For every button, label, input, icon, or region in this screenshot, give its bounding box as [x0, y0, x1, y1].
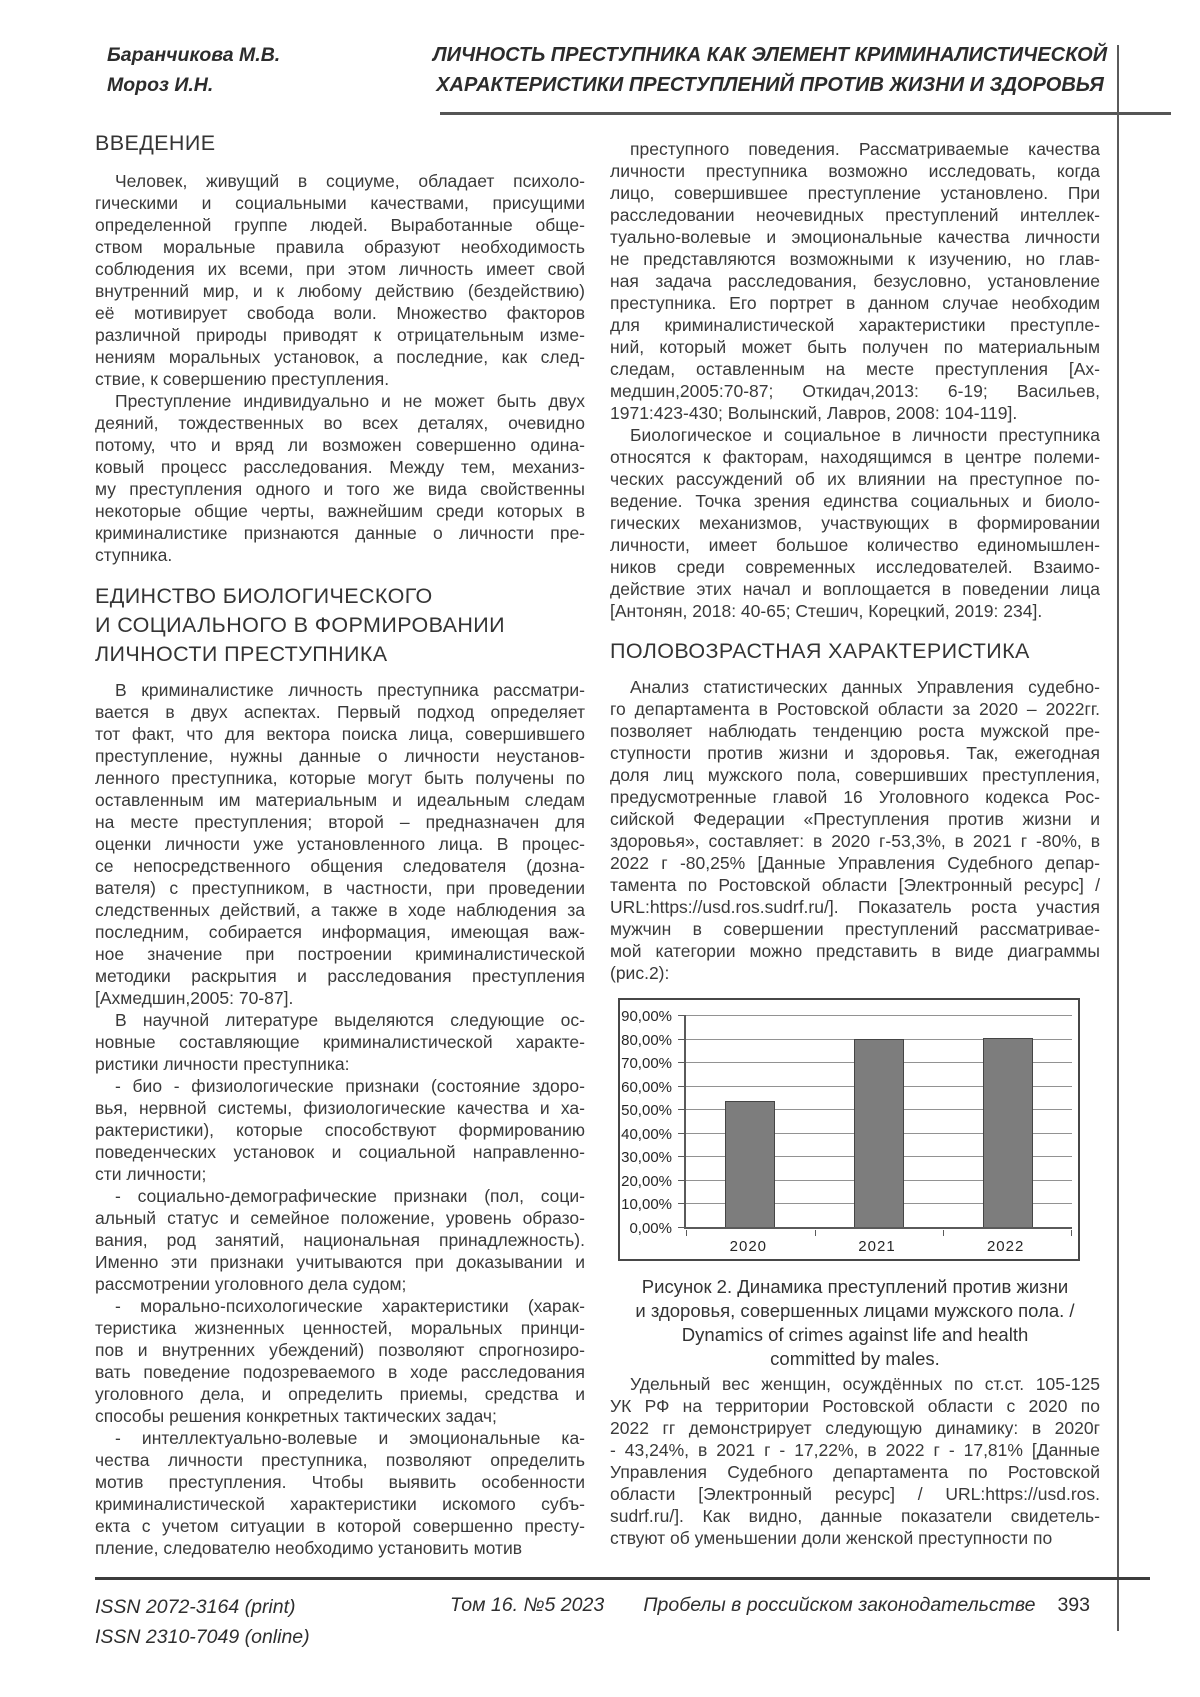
text-line: способы решения конкретных тактических задач; [95, 1406, 497, 1426]
y-axis-tick [678, 1156, 684, 1157]
text-line: мой категории можно представить в виде диаграммы [610, 941, 1100, 961]
y-axis-tick [678, 1109, 684, 1110]
x-axis-tick-label: 2020 [729, 1238, 768, 1255]
y-axis-tick [678, 1227, 684, 1228]
text-line: деяний, тождественных во всех деталях, очевидно [95, 413, 585, 433]
text-line: здоровья», составляет: в 2020 г-53,3%, в 2021 г -80%, в [610, 831, 1100, 851]
text-line: [Антонян, 2018: 40-65; Стешич, Корецкий, 2019: 234]. [610, 601, 1043, 621]
paragraph [95, 390, 585, 566]
text-line: Dynamics of crimes against life and health [681, 1324, 1029, 1345]
text-line: оставленным им материальным и идеальным следам [95, 790, 585, 810]
text-line: следственных действий, а также в ходе наблюдения за [95, 900, 585, 920]
y-axis-tick-label: 10,00% [621, 1196, 672, 1214]
y-axis-tick-label: 80,00% [621, 1031, 672, 1049]
paper-title [430, 40, 1110, 100]
text-line: вания, род занятий, национальная принадлежность). [95, 1230, 585, 1250]
y-axis-tick [678, 1086, 684, 1087]
text-line: гическими и социальными качествами, присущими [95, 193, 585, 213]
y-axis-tick [678, 1039, 684, 1040]
text-line: и здоровья, совершенных лицами мужского пола. / [635, 1300, 1075, 1321]
paper-title-line: ЛИЧНОСТЬ ПРЕСТУПНИКА КАК ЭЛЕМЕНТ КРИМИНАЛИСТИЧЕСКОЙ [432, 44, 1108, 66]
text-line: некоторые общие черты, важнейшим среди которых в [95, 501, 585, 521]
paragraph [95, 1427, 585, 1559]
text-line: - био - физиологические признаки (состояние здоро- [115, 1076, 585, 1096]
text-line: теристика жизненных ценностей, моральных принци- [95, 1318, 585, 1338]
text-line: - интеллектуально-волевые и эмоциональные ка- [115, 1428, 585, 1448]
y-axis-tick [678, 1203, 684, 1204]
y-axis-tick [678, 1133, 684, 1134]
footer-journal [643, 1594, 1090, 1617]
text-line: В криминалистике личность преступника рассматри- [115, 680, 585, 700]
y-axis-tick-label: 30,00% [621, 1149, 672, 1167]
text-line: го департамента в Ростовской области за 2020 – 2022гг. [610, 699, 1100, 719]
text-line: URL:https://usd.ros.sudrf.ru/]. Показатель роста участия [610, 897, 1100, 917]
figure-caption [610, 1275, 1100, 1371]
issn-print: ISSN 2072-3164 (print) [95, 1596, 296, 1618]
section-heading-unity [95, 582, 585, 669]
x-axis-tick-label: 2021 [858, 1238, 896, 1255]
text-line: ведение. Точка зрения единства социальных и биоло- [610, 491, 1100, 511]
text-line: личности, имеет большое количество единомышлен- [610, 535, 1100, 555]
figure2-bar-chart [618, 998, 1080, 1261]
text-line: Удельный вес женщин, осуждённых по ст.ст. 105-125 [630, 1374, 1100, 1394]
text-line: ЕДИНСТВО БИОЛОГИЧЕСКОГО [95, 584, 433, 608]
text-line: sudrf.ru/]. Как видно, данные показатели свидетель- [610, 1506, 1100, 1526]
y-axis-tick [678, 1180, 684, 1181]
text-line: предусмотренные главой 16 Уголовного кодекса Рос- [610, 787, 1100, 807]
text-line: ников среди современных исследователей. Взаимо- [610, 557, 1100, 577]
text-line: альный статус и семейное положение, уровень образо- [95, 1208, 585, 1228]
text-line: ленного преступника, которые могут быть получены по [95, 768, 585, 788]
paragraph [95, 1295, 585, 1427]
paragraph [610, 1373, 1100, 1549]
paragraph [95, 1009, 585, 1075]
text-line: нениям моральных установок, а последние, как след- [95, 347, 585, 367]
text-line: тамента по Ростовской области [Электронный ресурс] / [610, 875, 1100, 895]
text-line: - морально-психологические характеристики (харак- [115, 1296, 585, 1316]
text-line: committed by males. [770, 1348, 940, 1369]
text-line: ристики личности преступника: [95, 1054, 350, 1074]
section-heading-introduction: ВВЕДЕНИЕ [95, 131, 216, 155]
right-vertical-rule [1117, 45, 1119, 1631]
paragraph [95, 1185, 585, 1295]
text-line: ная задача расследования, безусловно, установление [610, 271, 1100, 291]
chart-bar-2020 [725, 1101, 775, 1227]
text-line: ствуют об уменьшении доли женской преступности по [610, 1528, 1053, 1548]
text-line: вать поведение подозреваемого в ходе расследования [95, 1362, 585, 1382]
text-line: Управления Судебного департамента по Ростовской [610, 1462, 1100, 1482]
text-line: чества личности преступника, позволяют определить [95, 1450, 585, 1470]
text-line: ний, который может быть получен по материальным [610, 337, 1100, 357]
text-line: (рис.2): [610, 963, 670, 983]
text-line: вателя) с преступником, в частности, при проведении [95, 878, 585, 898]
text-line: доля лиц мужского пола, совершивших преступления, [610, 765, 1100, 785]
text-line: ством моральные правила образуют необходимость [95, 237, 585, 257]
text-line: ступника. [95, 545, 173, 565]
author-line: Баранчикова М.В. [107, 44, 281, 66]
text-line: рассмотрении уголовного дела судом; [95, 1274, 407, 1294]
left-column [95, 130, 585, 1559]
text-line: се непосредственного общения следователя (дозна- [95, 856, 585, 876]
chart-gridline [686, 1015, 1072, 1016]
text-line: личности преступника возможно исследовать, когда [610, 161, 1100, 181]
text-line: не представляются возможными к изучению, но глав- [610, 249, 1100, 269]
text-line: ковый процесс расследования. Между тем, механиз- [95, 457, 585, 477]
y-axis-tick-label: 20,00% [621, 1172, 672, 1190]
y-axis-tick-label: 60,00% [621, 1078, 672, 1096]
text-line: относятся к факторам, находящимся в центре полеми- [610, 447, 1100, 467]
text-line: Именно эти признаки учитываются при доказывании и [95, 1252, 585, 1272]
text-line: ное значение при построении криминалистической [95, 944, 585, 964]
text-line: внутренний мир, и к любому действию (бездействию) [95, 281, 585, 301]
paragraph [95, 679, 585, 1009]
text-line: преступление, нужны данные о личности неустанов- [95, 746, 585, 766]
text-line: преступника. Его портрет в данном случае необходим [610, 293, 1100, 313]
footer-divider-rule [95, 1577, 1150, 1580]
text-line: её мотивирует свобода воли. Множество факторов [95, 303, 585, 323]
text-line: лицо, совершившее преступление установлено. При [610, 183, 1100, 203]
text-line: пов и внутренних убеждений) позволяют спрогнозиро- [95, 1340, 585, 1360]
text-line: тот факт, что для вектора поиска лица, совершившего [95, 724, 585, 744]
text-line: пление, следователю необходимо установить мотив [95, 1538, 523, 1558]
chart-bar-2021 [854, 1039, 904, 1227]
text-line: 2022 г -80,25% [Данные Управления Судебного депар- [610, 853, 1100, 873]
footer-volume: Том 16. №5 2023 [450, 1594, 605, 1616]
text-line: 2022 гг демонстрирует следующую динамику: в 2020г [610, 1418, 1100, 1438]
text-line: В научной литературе выделяются следующие ос- [115, 1010, 585, 1030]
text-line: ступности против жизни и здоровья. Так, ежегодная [610, 743, 1100, 763]
paragraph [95, 170, 585, 390]
paragraph [610, 676, 1100, 984]
text-line: новные составляющие криминалистической характе- [95, 1032, 585, 1052]
text-line: гических механизмов, участвующих в формировании [610, 513, 1100, 533]
chart-bar-2022 [983, 1038, 1033, 1227]
y-axis-tick-label: 40,00% [621, 1125, 672, 1143]
text-line: Человек, живущий в социуме, обладает психоло- [115, 171, 585, 191]
right-column [610, 130, 1100, 1549]
section-heading-gender-age: ПОЛОВОЗРАСТНАЯ ХАРАКТЕРИСТИКА [610, 639, 1030, 663]
text-line: [Ахмедшин,2005: 70-87]. [95, 988, 294, 1008]
text-line: Рисунок 2. Динамика преступлений против жизни [641, 1276, 1069, 1297]
text-line: на месте преступления; второй – предназначен для [95, 812, 585, 832]
footer-issn [95, 1592, 310, 1652]
text-line: преступного поведения. Рассматриваемые качества [630, 139, 1100, 159]
text-line: следам, оставленным на месте преступления [Ах- [610, 359, 1100, 379]
y-axis-tick [678, 1062, 684, 1063]
author-line: Мороз И.Н. [107, 74, 214, 96]
y-axis-labels [620, 1000, 678, 1259]
paper-title-line: ХАРАКТЕРИСТИКИ ПРЕСТУПЛЕНИЙ ПРОТИВ ЖИЗНИ И ЗДОРОВЬЯ [436, 74, 1104, 96]
y-axis-tick [678, 1015, 684, 1016]
text-line: потому, что и вряд ли возможен совершенно одина- [95, 435, 585, 455]
chart-plot-area [684, 1015, 1072, 1229]
text-line: позволяет наблюдать тенденцию роста мужской пре- [610, 721, 1100, 741]
text-line: - социально-демографические признаки (пол, соци- [115, 1186, 585, 1206]
author-names [107, 40, 280, 100]
text-line: криминалистике признаются данные о личности пре- [95, 523, 585, 543]
x-axis-labels [684, 1236, 1070, 1258]
text-line: УК РФ на территории Ростовской области с 2020 по [610, 1396, 1100, 1416]
text-line: ческих рассуждений об их влиянии на преступное по- [610, 469, 1100, 489]
text-line: расследовании неочевидных преступлений интеллек- [610, 205, 1100, 225]
text-line: действие этих начал и воплощается в поведении лица [610, 579, 1100, 599]
journal-name: Пробелы в российском законодательстве [643, 1594, 1036, 1616]
text-line: различной природы приводят к отрицательным изме- [95, 325, 585, 345]
text-line: области [Электронный ресурс] / URL:https://usd.ros. [610, 1484, 1100, 1504]
paragraph [95, 1075, 585, 1185]
text-line: ствие, к совершению преступления. [95, 369, 390, 389]
y-axis-tick-label: 50,00% [621, 1102, 672, 1120]
text-line: мужчин в совершении преступлений рассматривае- [610, 919, 1100, 939]
text-line: сти личности; [95, 1164, 207, 1184]
text-line: последним, собирается информация, имеющая важ- [95, 922, 585, 942]
text-line: вается в двух аспектах. Первый подход определяет [95, 702, 585, 722]
header-divider-rule [440, 112, 1171, 115]
text-line: медшин,2005:70-87; Откидач,2013: 6-19; Васильев, [610, 381, 1100, 401]
x-axis-tick-label: 2022 [986, 1238, 1025, 1255]
text-line: поведенческих установок и социальной направленно- [95, 1142, 585, 1162]
text-line: - 43,24%, в 2021 г - 17,22%, в 2022 г - 17,81% [Данные [610, 1440, 1100, 1460]
text-line: сийской Федерации «Преступления против жизни и [610, 809, 1100, 829]
text-line: И СОЦИАЛЬНОГО В ФОРМИРОВАНИИ [95, 613, 506, 637]
text-line: ЛИЧНОСТИ ПРЕСТУПНИКА [95, 642, 388, 666]
text-line: соблюдения их всеми, при этом личность имеет свой [95, 259, 585, 279]
page-number: 393 [1057, 1594, 1090, 1616]
text-line: му преступления одного и того же вида свойственны [95, 479, 585, 499]
y-axis-tick-label: 70,00% [621, 1055, 672, 1073]
paragraph [610, 424, 1100, 622]
text-line: определенной группе людей. Выработанные обще- [95, 215, 585, 235]
text-line: криминалистической характеристики искомого субъ- [95, 1494, 585, 1514]
x-axis-tick [1071, 1230, 1072, 1236]
text-line: оценки личности уже установленного лица. В процес- [95, 834, 585, 854]
text-line: 1971:423-430; Волынский, Лавров, 2008: 104-119]. [610, 403, 1018, 423]
y-axis-tick-label: 90,00% [621, 1008, 672, 1025]
text-line: Преступление индивидуально и не может быть двух [115, 391, 585, 411]
text-line: Анализ статистических данных Управления судебно- [630, 677, 1100, 697]
text-line: для криминалистической характеристики преступле- [610, 315, 1100, 335]
paragraph [610, 138, 1100, 424]
text-line: мотив преступления. Чтобы выявить особенности [95, 1472, 585, 1492]
text-line: методики раскрытия и расследования преступления [95, 966, 585, 986]
y-axis-tick-label: 0,00% [629, 1220, 672, 1237]
text-line: Биологическое и социальное в личности преступника [630, 425, 1100, 445]
text-line: рактеристики), которые способствуют формированию [95, 1120, 585, 1140]
text-line: уголовного дела, и определить приемы, средства и [95, 1384, 585, 1404]
text-line: екта с учетом ситуации в которой совершенно престу- [95, 1516, 585, 1536]
text-line: вья, нервной системы, физиологические качества и ха- [95, 1098, 585, 1118]
issn-online: ISSN 2310-7049 (online) [95, 1626, 310, 1648]
text-line: туально-волевые и эмоциональные качества личности [610, 227, 1100, 247]
